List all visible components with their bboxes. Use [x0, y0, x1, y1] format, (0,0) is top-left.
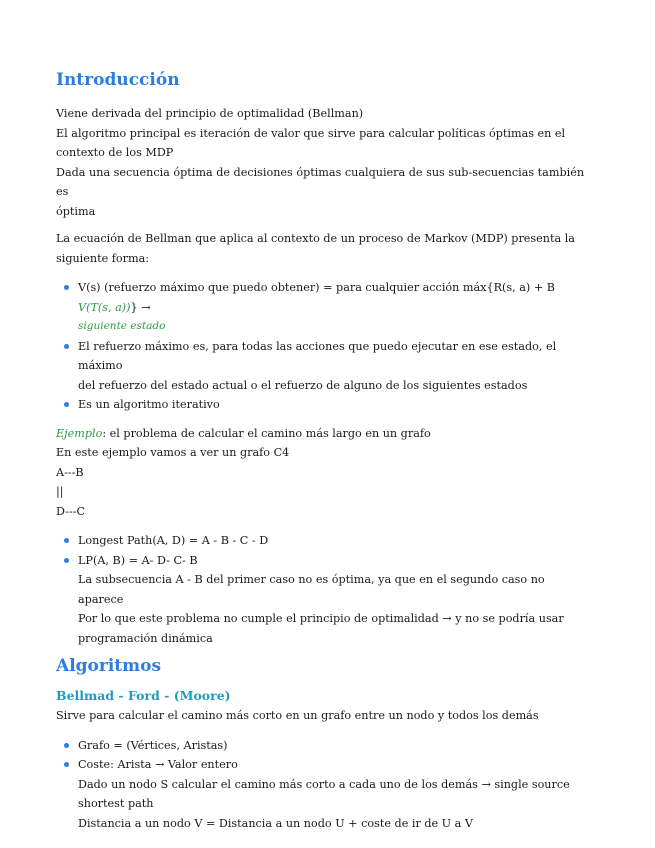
bullet-text: V(s) (refuerzo máximo que puedo obtener) = para cualquier acción máx{R(s, a) + B [78, 281, 555, 294]
example-title-rest: : el problema de calcular el camino más largo en un grafo [102, 426, 431, 440]
algoritmos-bullet-list [56, 736, 585, 834]
bullet-dot-icon [64, 743, 69, 748]
intro-line: contexto de los MDP [56, 146, 174, 159]
example-title-line [56, 424, 585, 444]
list-item [78, 337, 585, 396]
bellman-paragraph [56, 229, 585, 268]
bullet-text: Dado un nodo S calcular el camino más corto a cada uno de los demás → single source [78, 777, 570, 791]
bullet-dot-icon [64, 344, 69, 349]
bullet-text: del refuerzo del estado actual o el refuerzo de alguno de los siguientes estados [78, 378, 528, 392]
intro-line: óptima [56, 204, 96, 218]
bullet-dot-icon [64, 558, 69, 563]
bullet-green-formula: V(T(s, a)) [78, 300, 131, 314]
bellman-bullet-list [56, 278, 585, 415]
bullet-text-tail: } → [130, 300, 151, 314]
list-item [78, 736, 585, 756]
list-item [78, 278, 585, 337]
graph-line: A---B [56, 465, 84, 479]
bullet-text: Distancia a un nodo V = Distancia a un nodo U + coste de ir de U a V [78, 816, 473, 830]
bullet-text: El refuerzo máximo es, para todas las acciones que puedo ejecutar en ese estado, el máximo [78, 339, 557, 372]
intro-line: Dada una secuencia óptima de decisiones óptimas cualquiera de sus sub-secuencias también es [56, 165, 585, 198]
section-title-algoritmos: Algoritmos [56, 656, 162, 676]
bullet-dot-icon [64, 538, 69, 543]
example-block [56, 424, 585, 522]
example-label: Ejemplo [56, 426, 103, 440]
bullet-text: Es un algoritmo iterativo [78, 398, 220, 411]
bullet-dot-icon [64, 402, 69, 407]
example-bullet-list [56, 531, 585, 648]
intro-line: El algoritmo principal es iteración de valor que sirve para calcular políticas óptimas en el [56, 126, 566, 140]
list-item [78, 551, 585, 649]
intro-line: Viene derivada del principio de optimalidad (Bellman) [56, 107, 364, 120]
bullet-text: programación dinámica [78, 631, 213, 645]
bullet-green-note: siguiente estado [78, 320, 166, 332]
example-line: En este ejemplo vamos a ver un grafo C4 [56, 446, 290, 459]
bullet-text: Grafo = (Vértices, Aristas) [78, 738, 228, 752]
bullet-dot-icon [64, 285, 69, 290]
bellman-line: La ecuación de Bellman que aplica al contexto de un proceso de Markov (MDP) presenta la [56, 232, 575, 245]
section-title-introduccion: Introducción [56, 70, 180, 90]
bullet-text: La subsecuencia A - B del primer caso no es óptima, ya que en el segundo caso no aparece [78, 573, 545, 606]
bullet-dot-icon [64, 762, 69, 767]
subsection-title-bellman-ford: Bellmad - Ford - (Moore) [56, 688, 231, 703]
list-item [78, 395, 585, 415]
bullet-text: Longest Path(A, D) = A - B - C - D [78, 534, 269, 547]
algoritmos-desc: Sirve para calcular el camino más corto en un grafo entre un nodo y todos los demás [56, 709, 539, 722]
bullet-text: Por lo que este problema no cumple el principio de optimalidad → y no se podría usar [78, 612, 564, 625]
bellman-line: siguiente forma: [56, 251, 150, 265]
bullet-text: Coste: Arista → Valor entero [78, 758, 238, 771]
graph-line: || [56, 485, 64, 498]
bullet-text: LP(A, B) = A- D- C- B [78, 553, 198, 567]
list-item [78, 755, 585, 833]
graph-line: D---C [56, 504, 86, 518]
list-item [78, 531, 585, 551]
bullet-text: shortest path [78, 797, 154, 810]
intro-paragraph [56, 104, 585, 221]
